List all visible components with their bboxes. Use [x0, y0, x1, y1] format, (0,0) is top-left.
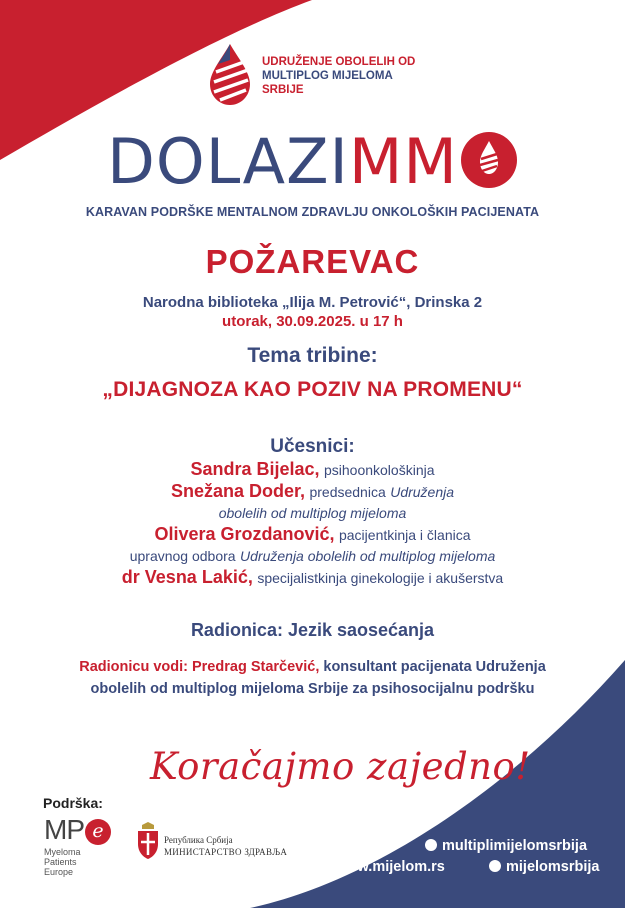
mpe-logo-text [44, 847, 111, 877]
participant-3-cont [0, 546, 625, 567]
headline-part-2: MM [348, 125, 458, 198]
participant-3-role-1: pacijentkinja i članica [338, 527, 471, 543]
workshop-leader-line-2: obolelih od multiplog mijeloma Srbije za psihosocijalnu podršku [90, 681, 535, 697]
participant-1-role: psihoonkološkinja [323, 462, 435, 478]
mpe-text-line-2: Patients [44, 857, 77, 867]
participant-4 [0, 567, 625, 589]
participants-block [0, 435, 625, 589]
participant-2-org-2: obolelih od multiplog mijeloma [218, 505, 407, 521]
workshop-leader [0, 656, 625, 700]
mpe-logo [44, 814, 111, 877]
globe-icon [318, 860, 330, 872]
support-label: Podrška: [43, 795, 103, 811]
serbia-coat-of-arms-icon [136, 822, 160, 860]
headline-part-1: DOLAZI [107, 125, 349, 198]
workshop-leader-label: Radionicu vodi: Predrag Starčević, [79, 659, 320, 675]
website-url: www.mijelom.rs [335, 859, 445, 875]
participant-2-name: Snežana Doder, [170, 481, 306, 501]
mpe-e-icon: e [85, 819, 111, 845]
website-link[interactable] [318, 859, 445, 875]
organization-line-1: UDRUŽENJE OBOLELIH OD [262, 56, 416, 68]
headline-o-drop-icon [460, 129, 518, 191]
ministry-logo [136, 822, 288, 865]
participant-4-name: dr Vesna Lakić, [121, 567, 253, 587]
participant-3-org: Udruženja obolelih od multiplog mijeloma [240, 548, 496, 564]
mpe-text-line-1: Myeloma [44, 847, 81, 857]
participant-2 [0, 481, 625, 503]
subtitle: KARAVAN PODRŠKE MENTALNOM ZDRAVLJU ONKOLOŠKIH PACIJENATA [85, 205, 540, 219]
participant-4-role: specijalistkinja ginekologije i akušerstva [257, 570, 504, 586]
organization-name [262, 55, 415, 97]
participant-2-role: predsednica [309, 484, 386, 500]
participant-2-cont [0, 503, 625, 524]
ministry-line-2: МИНИСТАРСТВО ЗДРАВЉА [164, 847, 288, 857]
participant-3-role-2: upravnog odbora [129, 548, 236, 564]
workshop-leader-line-1 [0, 656, 625, 678]
instagram-icon [489, 860, 501, 872]
mpe-logo-mark: MP [44, 814, 84, 845]
facebook-handle: multiplimijelomsrbija [442, 838, 588, 854]
facebook-icon [425, 839, 437, 851]
headline [0, 122, 625, 202]
topic-label: Tema tribine: [247, 344, 378, 367]
event-datetime: utorak, 30.09.2025. u 17 h [222, 313, 403, 330]
slogan: Koračajmo zajedno! [150, 745, 531, 788]
participant-3-name: Olivera Grozdanović, [154, 524, 335, 544]
event-venue: Narodna biblioteka „Ilija M. Petrović“, Drinska 2 [142, 294, 483, 311]
participant-2-org-1: Udruženja [390, 484, 455, 500]
participants-heading: Učesnici: [270, 436, 355, 457]
ministry-line-1: Република Србија [164, 835, 233, 845]
organization-drop-logo-icon [206, 42, 254, 108]
workshop-title: Radionica: Jezik saosećanja [190, 620, 435, 640]
mpe-text-line-3: Europe [44, 867, 74, 877]
workshop-leader-role: konsultant pacijenata Udruženja [323, 659, 546, 675]
participant-1 [0, 459, 625, 481]
organization-line-3: SRBIJE [262, 84, 304, 96]
instagram-handle: mijelomsrbija [506, 859, 600, 875]
participant-1-name: Sandra Bijelac, [190, 459, 320, 479]
topic-title: „DIJAGNOZA KAO POZIV NA PROMENU“ [102, 378, 523, 401]
instagram-link[interactable] [489, 859, 599, 875]
event-city: POŽAREVAC [205, 243, 420, 280]
facebook-link[interactable] [425, 838, 587, 854]
organization-line-2: MULTIPLOG MIJELOMA [262, 70, 393, 82]
participant-3 [0, 524, 625, 546]
